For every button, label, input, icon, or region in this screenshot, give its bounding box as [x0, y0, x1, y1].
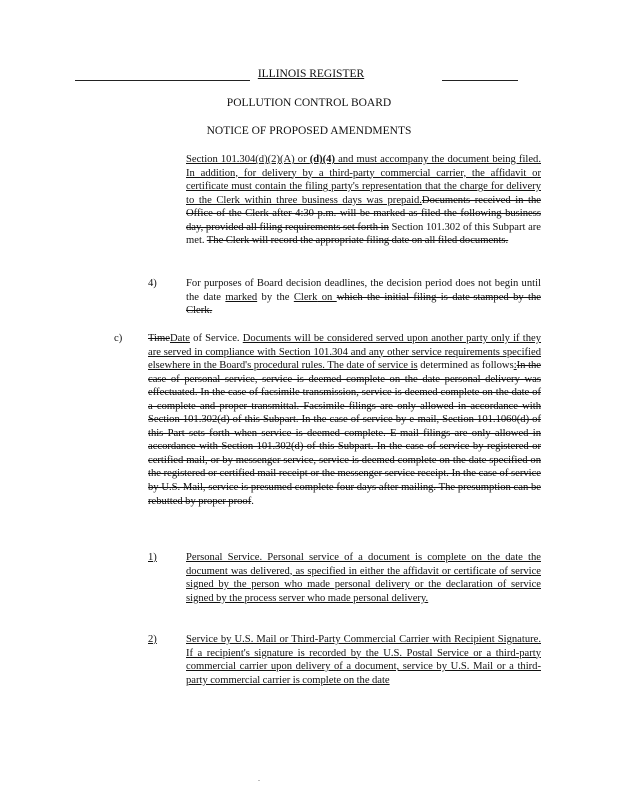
sub-2-paragraph: Service by U.S. Mail or Third-Party Commercial Carrier with Recipient Signature. If a recipient's signature is recorded by the U.S. Postal Service or a third-party commercial carrier upon delivery of a document, service by U.S. Mail or a third-party commercial carrier is complete on the date	[186, 634, 541, 686]
header-rule-left	[75, 80, 250, 81]
sub-1-paragraph: Personal Service. Personal service of a document is complete on the date the document was delivered, as specified in either the affidavit or certificate of service signed by the person who made personal delivery or the declaration of service signed by the process server who made personal delivery.	[186, 552, 541, 604]
item-4-paragraph: For purposes of Board decision deadlines, the decision period does not begin until the date marked by the Clerk on which the initial filing is date-stamped by the Clerk.	[186, 278, 541, 317]
header-rule-right	[442, 80, 518, 81]
register-title: ILLINOIS REGISTER	[257, 68, 365, 80]
sub-2-label: 2)	[148, 634, 157, 645]
notice-title: NOTICE OF PROPOSED AMENDMENTS	[206, 125, 412, 137]
section-c-paragraph: TimeDate of Service. Documents will be considered served upon another party only if they are served in compliance with Section 101.304 and any other service requirements specified elsewhere in the Board's procedural rules. The date of service is determined as follows:In the case of personal service, service is deemed complete on the date personal delivery was effectuated. In the case of facsimile transmission, service is deemed complete on the date of a complete and proper transmittal. Facsimile filings are only allowed in accordance with Section 101.302(d) of this Subpart. In the case of service by e-mail, Section 101.1060(d) of this Part sets forth when service is deemed complete. E-mail filings are only allowed in accordance with Section 101.302(d) of this Subpart. In the case of service by registered or certified mail, or by messenger service, service is deemed complete on the date specified on the registered or certified mail receipt or the messenger service receipt. In the case of service by U.S. Mail, service is presumed complete four days after mailing. The presumption can be rebutted by proper proof.	[148, 333, 542, 507]
footer-mark: .	[258, 774, 260, 783]
sub-1-label: 1)	[148, 552, 157, 563]
continuation-paragraph: Section 101.304(d)(2)(A) or (d)(4) and must accompany the document being filed. In addition, for delivery by a third-party commercial carrier, the affidavit or certificate must contain the filing party's representation that the charge for delivery to the Clerk within three business days was prepaid.Documents received in the Office of the Clerk after 4:30 p.m. will be marked as filed the following business day, provided all filing requirements set forth in Section 101.302 of this Subpart are met. The Clerk will record the appropriate filing date on all filed documents.	[186, 154, 542, 247]
item-4-label: 4)	[148, 278, 157, 289]
agency-name: POLLUTION CONTROL BOARD	[226, 97, 392, 109]
section-c-label: c)	[114, 333, 123, 344]
